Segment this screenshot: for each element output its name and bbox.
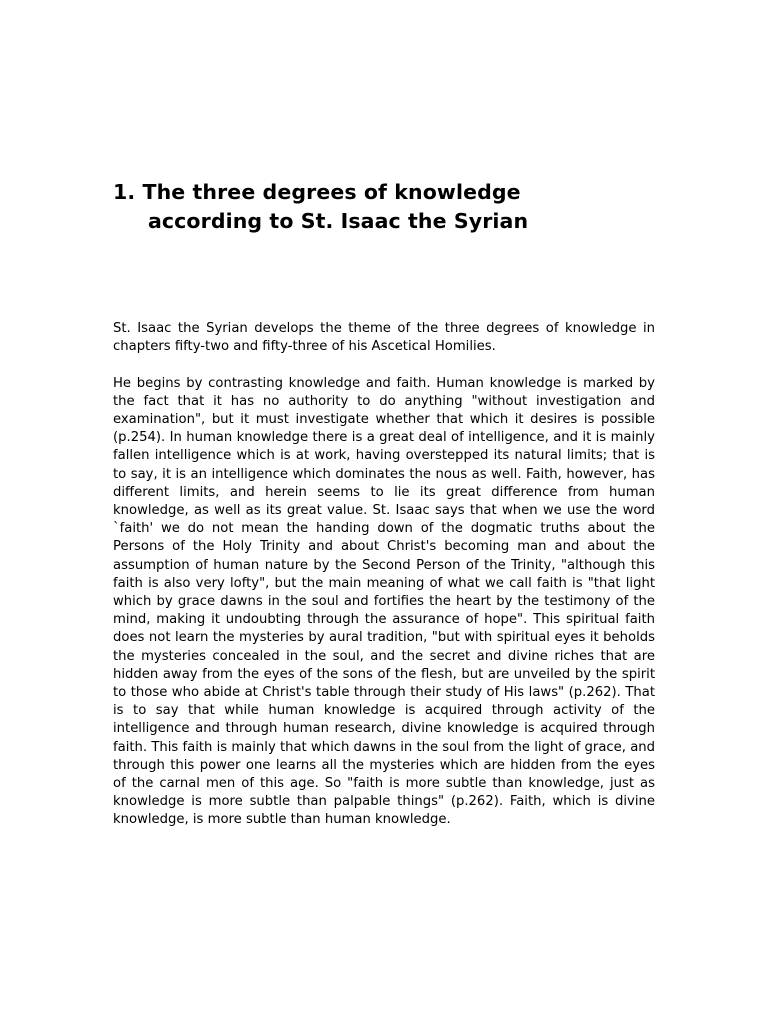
paragraph-intro: St. Isaac the Syrian develops the theme of the three degrees of knowledge in chapters fifty-two and fifty-three of his Ascetical Homilies. bbox=[113, 321, 655, 355]
chapter-heading bbox=[113, 178, 673, 236]
body-text bbox=[113, 320, 655, 830]
paragraph-knowledge-and-faith: He begins by contrasting knowledge and faith. Human knowledge is marked by the fact that it has no authority to do anything "without investigation and examination", but it must investigate whether that which it desires is possible (p.254). In human knowledge there is a great deal of intelligence, and it is mainly fallen intelligence which is at work, having overstepped its natural limits; that is to say, it is an intelligence which dominates the nous as well. Faith, however, has different limits, and herein seems to lie its great difference from human knowledge, as well as its great value. St. Isaac says that when we use the word `faith' we do not mean the handing down of the dogmatic truths about the Persons of the Holy Trinity and about Christ's becoming man and about the assumption of human nature by the Second Person of the Trinity, "although this faith is also very lofty", but the main meaning of what we call faith is "that light which by grace dawns in the soul and fortifies the heart by the testimony of the mind, making it undoubting through the assurance of hope". This spiritual faith does not learn the mysteries by aural tradition, "but with spiritual eyes it beholds the mysteries concealed in the soul, and the secret and divine riches that are hidden away from the eyes of the sons of the flesh, but are unveiled by the spirit to those who abide at Christ's table through their study of His laws" (p.262). That is to say that while human knowledge is acquired through activity of the intelligence and through human research, divine knowledge is acquired through faith. This faith is mainly that which dawns in the soul from the light of grace, and through this power one learns all the mysteries which are hidden from the eyes of the carnal men of this age. So "faith is more subtle than knowledge, just as knowledge is more subtle than palpable things" (p.262). Faith, which is divine knowledge, is more subtle than human knowledge. bbox=[113, 375, 655, 828]
chapter-heading-line-1: 1. The three degrees of knowledge bbox=[113, 180, 521, 204]
chapter-heading-line-2: according to St. Isaac the Syrian bbox=[148, 209, 529, 233]
